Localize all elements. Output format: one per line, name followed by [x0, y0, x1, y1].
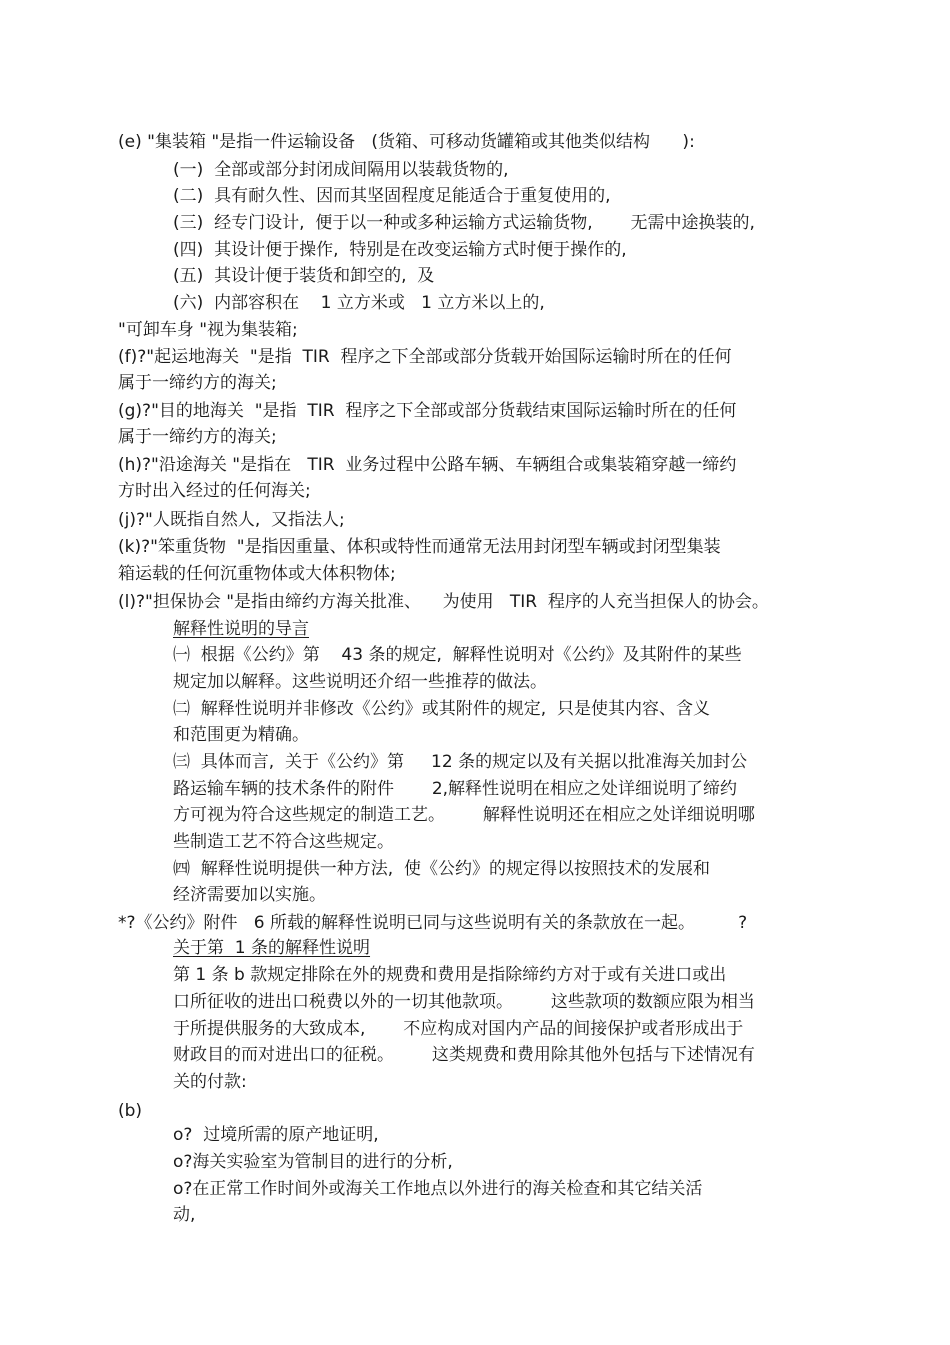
- intro-para-1-cont: 规定加以解释。这些说明还介绍一些推荐的做法。: [173, 672, 547, 692]
- bullet-item-3-cont: 动,: [173, 1205, 196, 1225]
- list-item-5: (五) 其设计便于装货和卸空的, 及: [173, 266, 435, 286]
- article-1-para-cont-2: 于所提供服务的大致成本, 不应构成对国内产品的间接保护或者形成出于: [173, 1019, 744, 1039]
- definition-h-cont: 方时出入经过的任何海关;: [118, 481, 311, 501]
- definition-g: (g)?"目的地海关 "是指 TIR 程序之下全部或部分货载结束国际运输时所在的任何: [118, 401, 737, 421]
- definition-g-cont: 属于一缔约方的海关;: [118, 427, 277, 447]
- definition-l: (l)?"担保协会 "是指由缔约方海关批准、 为使用 TIR 程序的人充当担保人的协会。: [118, 592, 769, 612]
- intro-para-3: ㈢ 具体而言, 关于《公约》第 12 条的规定以及有关据以批准海关加封公: [173, 752, 748, 772]
- definition-f: (f)?"起运地海关 "是指 TIR 程序之下全部或部分货载开始国际运输时所在的任何: [118, 347, 732, 367]
- intro-para-2: ㈡ 解释性说明并非修改《公约》或其附件的规定, 只是使其内容、含义: [173, 699, 711, 719]
- bullet-item-2: o?海关实验室为管制目的进行的分析,: [173, 1152, 453, 1172]
- section-heading-article-1: 关于第 1 条的解释性说明: [173, 938, 371, 958]
- intro-para-3-cont-1: 路运输车辆的技术条件的附件 2,解释性说明在相应之处详细说明了缔约: [173, 779, 738, 799]
- swap-body-note: "可卸车身 "视为集装箱;: [118, 320, 298, 340]
- intro-para-3-cont-3: 些制造工艺不符合这些规定。: [173, 832, 394, 852]
- bullet-item-1: o? 过境所需的原产地证明,: [173, 1125, 379, 1145]
- definition-f-cont: 属于一缔约方的海关;: [118, 373, 277, 393]
- list-item-4: (四) 其设计便于操作, 特别是在改变运输方式时便于操作的,: [173, 240, 627, 260]
- intro-para-4: ㈣ 解释性说明提供一种方法, 使《公约》的规定得以按照技术的发展和: [173, 859, 711, 879]
- list-item-2: (二) 具有耐久性、因而其坚固程度足能适合于重复使用的,: [173, 186, 611, 206]
- bullet-item-3: o?在正常工作时间外或海关工作地点以外进行的海关检查和其它结关活: [173, 1179, 703, 1199]
- list-item-3: (三) 经专门设计, 便于以一种或多种运输方式运输货物, 无需中途换装的,: [173, 213, 755, 233]
- article-1-para-cont-1: 口所征收的进出口税费以外的一切其他款项。 这些款项的数额应限为相当: [173, 992, 755, 1012]
- article-1-para: 第 1 条 b 款规定排除在外的规费和费用是指除缔约方对于或有关进口或出: [173, 965, 727, 985]
- list-item-1: (一) 全部或部分封闭成间隔用以装载货物的,: [173, 160, 509, 180]
- section-heading-intro: 解释性说明的导言: [173, 619, 309, 639]
- paragraph-label-b: (b): [118, 1101, 143, 1121]
- intro-para-3-cont-2: 方可视为符合这些规定的制造工艺。 解释性说明还在相应之处详细说明哪: [173, 805, 755, 825]
- intro-para-1: ㈠ 根据《公约》第 43 条的规定, 解释性说明对《公约》及其附件的某些: [173, 645, 742, 665]
- intro-para-2-cont: 和范围更为精确。: [173, 725, 309, 745]
- definition-k-cont: 箱运载的任何沉重物体或大体积物体;: [118, 564, 396, 584]
- definition-h: (h)?"沿途海关 "是指在 TIR 业务过程中公路车辆、车辆组合或集装箱穿越一缔约: [118, 455, 737, 475]
- article-1-para-cont-4: 关的付款:: [173, 1072, 247, 1092]
- definition-e: (e) "集装箱 "是指一件运输设备 (货箱、可移动货罐箱或其他类似结构 ):: [118, 132, 695, 152]
- intro-para-4-cont: 经济需要加以实施。: [173, 885, 326, 905]
- article-1-para-cont-3: 财政目的而对进出口的征税。 这类规费和费用除其他外包括与下述情况有: [173, 1045, 755, 1065]
- definition-j: (j)?"人既指自然人, 又指法人;: [118, 510, 345, 530]
- definition-k: (k)?"笨重货物 "是指因重量、体积或特性而通常无法用封闭型车辆或封闭型集装: [118, 537, 721, 557]
- footnote: *?《公约》附件 6 所载的解释性说明已同与这些说明有关的条款放在一起。 ?: [118, 913, 748, 933]
- list-item-6: (六) 内部容积在 1 立方米或 1 立方米以上的,: [173, 293, 545, 313]
